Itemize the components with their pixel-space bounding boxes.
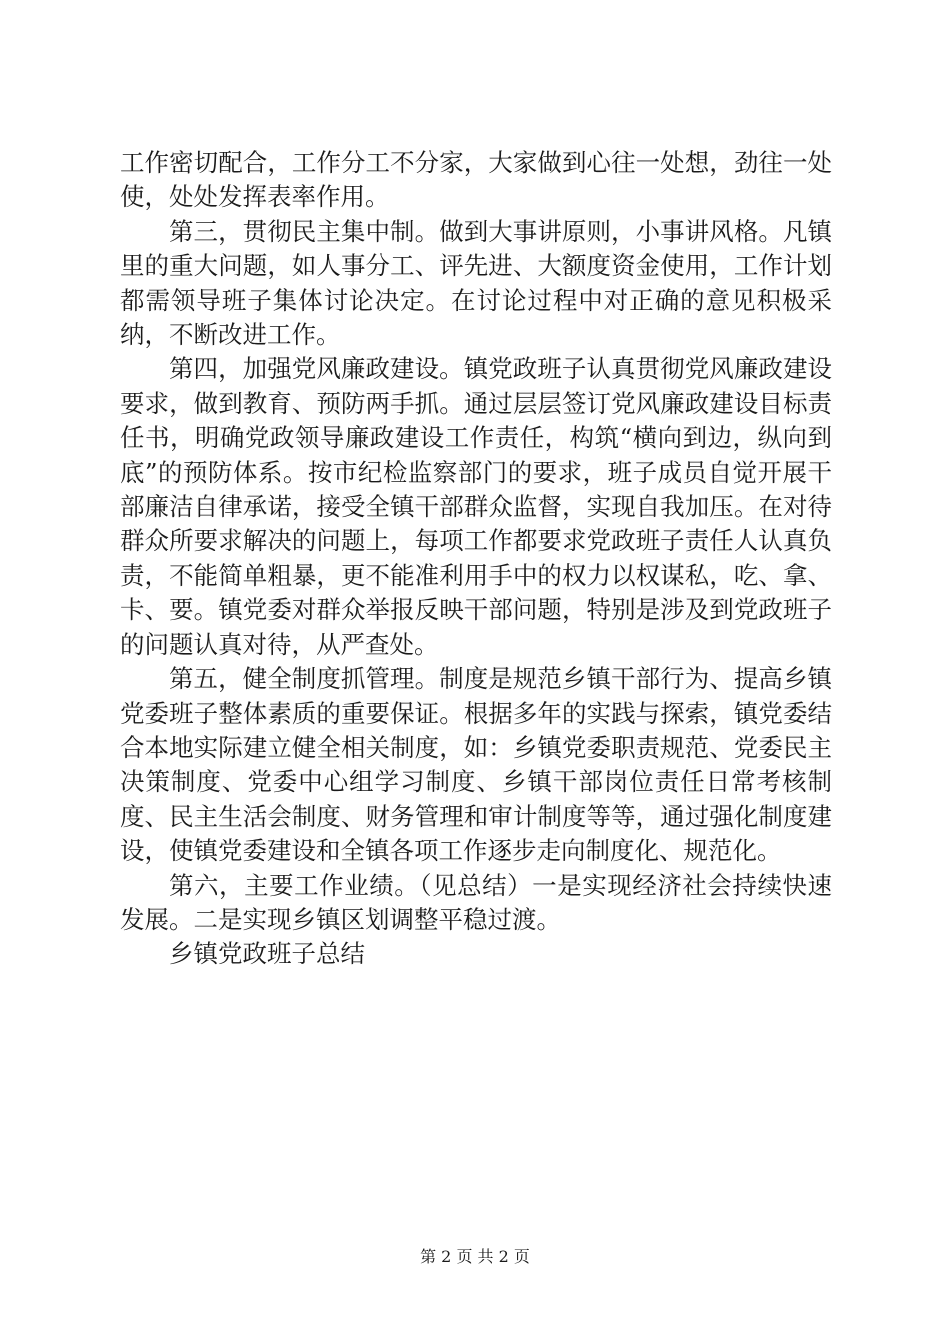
paragraph-1: 工作密切配合，工作分工不分家，大家做到心往一处想，劲往一处使，处处发挥表率作用。	[120, 148, 832, 212]
paragraph-5: 第六，主要工作业绩。（见总结）一是实现经济社会持续快速发展。二是实现乡镇区划调整平稳过渡。	[120, 870, 832, 934]
document-body	[120, 146, 832, 972]
paragraph-6: 乡镇党政班子总结	[169, 939, 365, 969]
page-footer: 第 2 页 共 2 页	[420, 1247, 530, 1266]
paragraph-2: 第三，贯彻民主集中制。做到大事讲原则，小事讲风格。凡镇里的重大问题，如人事分工、评先进、大额度资金使用，工作计划都需领导班子集体讨论决定。在讨论过程中对正确的意见积极采纳，不断改进工作。	[120, 216, 832, 350]
paragraph-4: 第五，健全制度抓管理。制度是规范乡镇干部行为、提高乡镇党委班子整体素质的重要保证。根据多年的实践与探索，镇党委结合本地实际建立健全相关制度，如：乡镇党委职责规范、党委民主决策制度、党委中心组学习制度、乡镇干部岗位责任日常考核制度、民主生活会制度、财务管理和审计制度等等，通过强化制度建设，使镇党委建设和全镇各项工作逐步走向制度化、规范化。	[120, 664, 832, 866]
paragraph-3: 第四，加强党风廉政建设。镇党政班子认真贯彻党风廉政建设要求，做到教育、预防两手抓。通过层层签订党风廉政建设目标责任书，明确党政领导廉政建设工作责任，构筑“横向到边，纵向到底”的预防体系。按市纪检监察部门的要求，班子成员自觉开展干部廉洁自律承诺，接受全镇干部群众监督，实现自我加压。在对待群众所要求解决的问题上，每项工作都要求党政班子责任人认真负责，不能简单粗暴，更不能准利用手中的权力以权谋私，吃、拿、卡、要。镇党委对群众举报反映干部问题，特别是涉及到党政班子的问题认真对待，从严查处。	[120, 354, 832, 659]
